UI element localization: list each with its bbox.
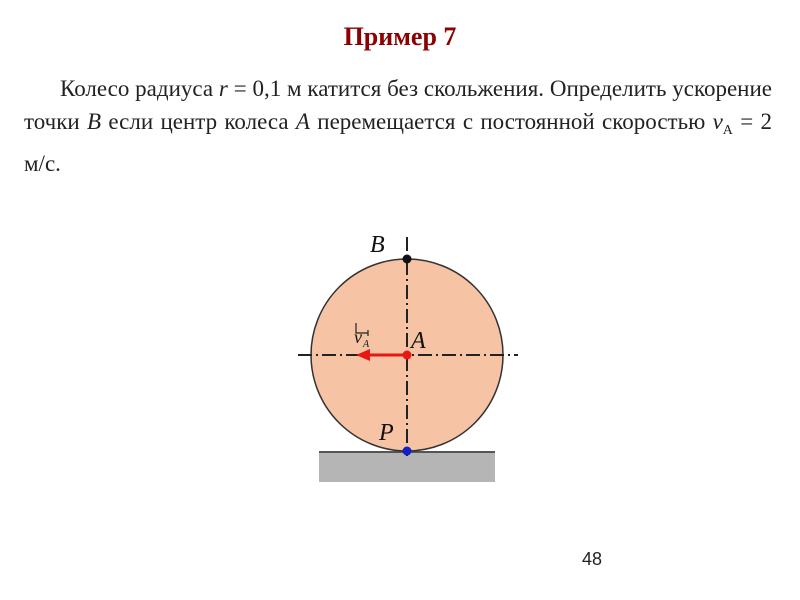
label-v-subscript: A: [363, 339, 370, 350]
velocity-symbol: v: [712, 109, 723, 134]
problem-text-1: Колесо радиуса: [60, 76, 219, 101]
problem-text-2: = 0,1 м катится без скольжения. Определить ускорение точки: [24, 76, 772, 134]
label-p: P: [379, 420, 394, 446]
point-b-dot: [403, 255, 412, 264]
point-p-dot: [403, 447, 412, 456]
label-a: A: [411, 328, 426, 354]
velocity-subscript: A: [722, 123, 733, 138]
problem-text-3: если центр колеса: [101, 109, 296, 134]
label-b: B: [370, 232, 385, 258]
problem-text-5: = 2 м/с.: [24, 109, 773, 176]
problem-text-4: перемещается с постоянной скоростью: [309, 109, 713, 134]
point-a-symbol: A: [295, 109, 310, 134]
slide-title: Пример 7: [343, 22, 457, 51]
ground-block: [319, 452, 495, 482]
page-number: 48: [581, 549, 602, 569]
point-b-symbol: B: [87, 109, 102, 134]
radius-symbol: r: [218, 76, 228, 101]
label-v: v: [354, 327, 362, 347]
